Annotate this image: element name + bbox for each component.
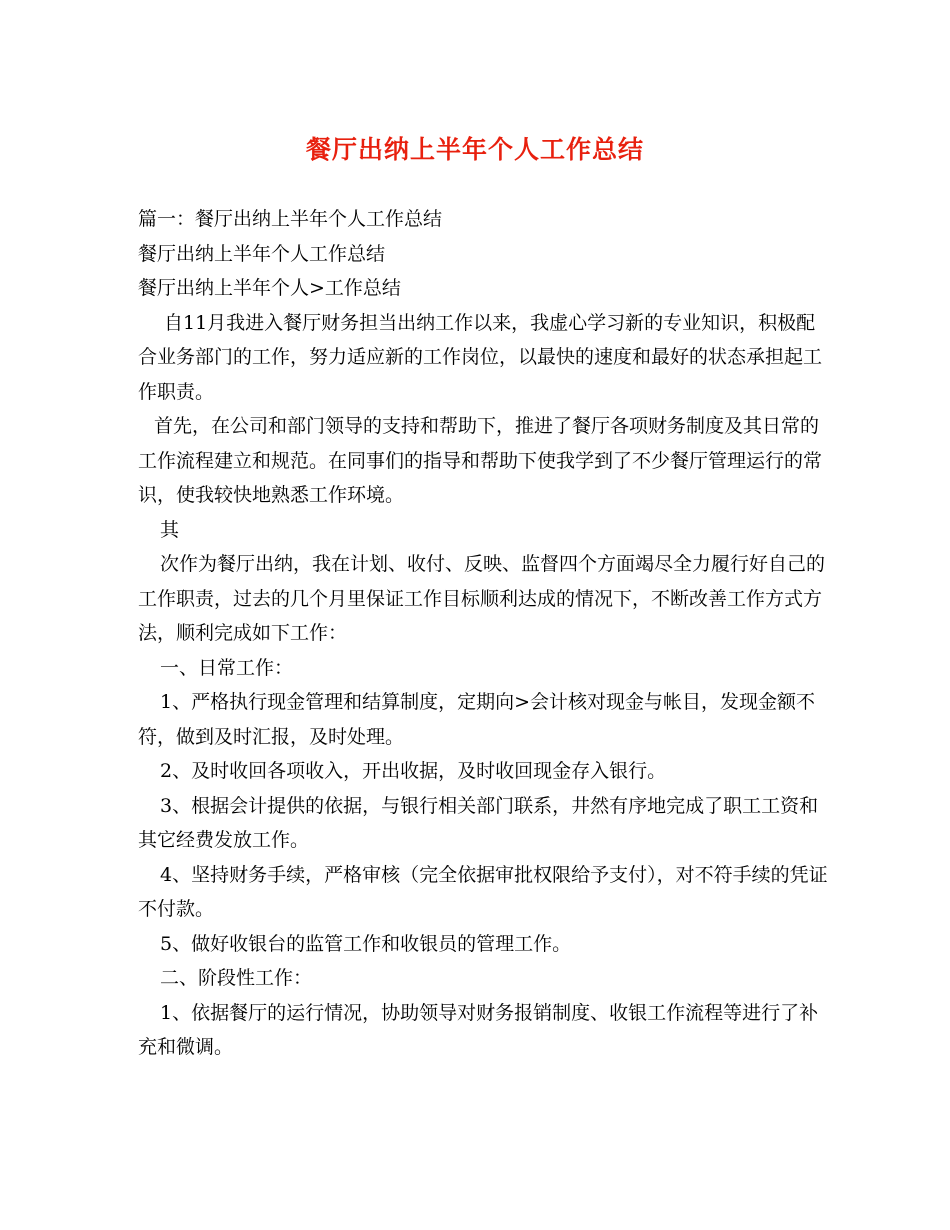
list-item: 4、坚持财务手续，严格审核（完全依据审批权限给予支付），对不符手续的凭证不付款。: [138, 863, 828, 920]
list-item: 5、做好收银台的监管工作和收银员的管理工作。: [160, 932, 572, 955]
paragraph-intro: 自11月我进入餐厅财务担当出纳工作以来，我虚心学习新的专业知识，积极配合业务部门的工作，努力适应新的工作岗位，以最快的速度和最好的状态承担起工作职责。: [138, 311, 823, 403]
section-heading-phase: 二、阶段性工作：: [160, 967, 313, 989]
paragraph-second: 次作为餐厅出纳，我在计划、收付、反映、监督四个方面竭尽全力履行好自己的工作职责，过去的几个月里保证工作目标顺利达成的情况下，不断改善工作方式方法，顺利完成如下工作：: [138, 553, 826, 644]
paragraph-subtitle-link: 餐厅出纳上半年个人>工作总结: [138, 277, 401, 299]
list-item: 2、及时收回各项收入，开出收据，及时收回现金存入银行。: [160, 760, 667, 782]
list-item: 1、严格执行现金管理和结算制度，定期向>会计核对现金与帐目，发现金额不符，做到及时汇报，及时处理。: [138, 691, 816, 748]
document-title: 餐厅出纳上半年个人工作总结: [305, 135, 644, 164]
section-heading-daily: 一、日常工作：: [160, 656, 294, 679]
list-item: 1、依据餐厅的运行情况，协助领导对财务报销制度、收银工作流程等进行了补充和微调。: [138, 1001, 819, 1058]
paragraph-fragment: 其: [160, 518, 180, 541]
paragraph-heading: 篇一：餐厅出纳上半年个人工作总结: [138, 208, 443, 230]
paragraph-first: 首先，在公司和部门领导的支持和帮助下，推进了餐厅各项财务制度及其日常的工作流程建立和规范。在同事们的指导和帮助下使我学到了不少餐厅管理运行的常识，使我较快地熟悉工作环境。: [138, 415, 823, 506]
document-body: [138, 202, 828, 1065]
paragraph-subtitle: 餐厅出纳上半年个人工作总结: [138, 242, 386, 265]
list-item: 3、根据会计提供的依据，与银行相关部门联系，井然有序地完成了职工工资和其它经费发放工作。: [138, 794, 819, 851]
